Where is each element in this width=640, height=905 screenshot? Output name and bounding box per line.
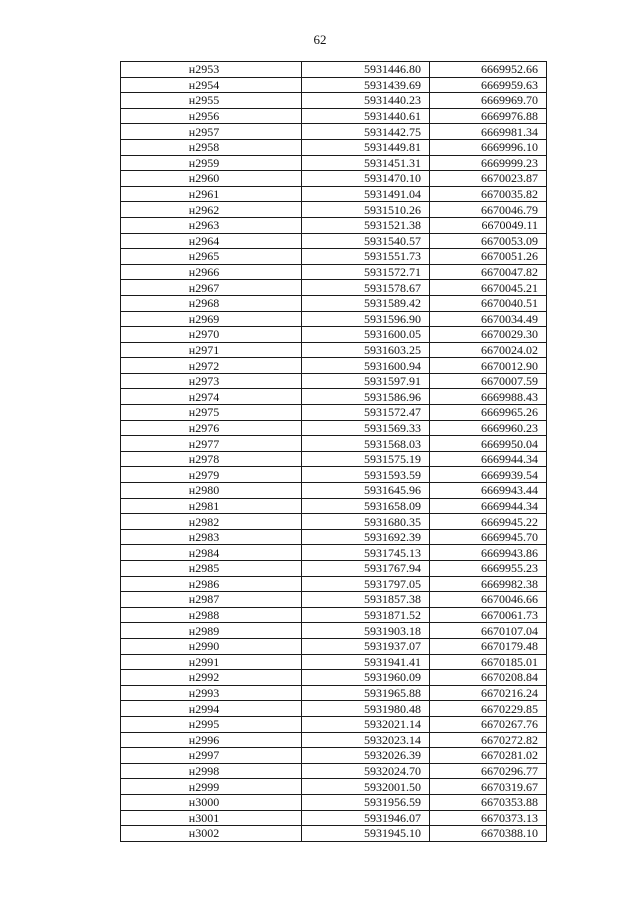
y-coordinate-cell: 6670179.48	[430, 638, 547, 654]
x-coordinate-cell: 5931658.09	[302, 498, 430, 514]
x-coordinate-cell: 5931440.23	[302, 93, 430, 109]
table-row	[121, 93, 547, 109]
point-id-cell: н2988	[121, 607, 302, 623]
y-coordinate-cell: 6669996.10	[430, 139, 547, 155]
y-coordinate-cell: 6670388.10	[430, 826, 547, 842]
point-id-cell: н2957	[121, 124, 302, 140]
table-row	[121, 436, 547, 452]
x-coordinate-cell: 5931551.73	[302, 249, 430, 265]
point-id-cell: н2994	[121, 701, 302, 717]
y-coordinate-cell: 6670046.79	[430, 202, 547, 218]
table-row	[121, 748, 547, 764]
table-row	[121, 779, 547, 795]
x-coordinate-cell: 5931540.57	[302, 233, 430, 249]
table-row	[121, 202, 547, 218]
table-row	[121, 467, 547, 483]
y-coordinate-cell: 6670185.01	[430, 654, 547, 670]
y-coordinate-cell: 6670061.73	[430, 607, 547, 623]
y-coordinate-cell: 6669944.34	[430, 498, 547, 514]
point-id-cell: н2953	[121, 62, 302, 78]
table-row	[121, 139, 547, 155]
y-coordinate-cell: 6670216.24	[430, 685, 547, 701]
x-coordinate-cell: 5931871.52	[302, 607, 430, 623]
point-id-cell: н2970	[121, 327, 302, 343]
x-coordinate-cell: 5931745.13	[302, 545, 430, 561]
point-id-cell: н2956	[121, 108, 302, 124]
coordinates-table	[120, 61, 547, 842]
point-id-cell: н2959	[121, 155, 302, 171]
x-coordinate-cell: 5931596.90	[302, 311, 430, 327]
table-row	[121, 529, 547, 545]
x-coordinate-cell: 5931491.04	[302, 186, 430, 202]
x-coordinate-cell: 5931692.39	[302, 529, 430, 545]
x-coordinate-cell: 5931945.10	[302, 826, 430, 842]
table-row	[121, 685, 547, 701]
table-row	[121, 420, 547, 436]
point-id-cell: н2966	[121, 264, 302, 280]
point-id-cell: н2971	[121, 342, 302, 358]
y-coordinate-cell: 6669988.43	[430, 389, 547, 405]
x-coordinate-cell: 5931572.71	[302, 264, 430, 280]
y-coordinate-cell: 6669944.34	[430, 451, 547, 467]
point-id-cell: н2954	[121, 77, 302, 93]
table-row	[121, 311, 547, 327]
y-coordinate-cell: 6669952.66	[430, 62, 547, 78]
y-coordinate-cell: 6669955.23	[430, 561, 547, 577]
x-coordinate-cell: 5931439.69	[302, 77, 430, 93]
x-coordinate-cell: 5931960.09	[302, 670, 430, 686]
point-id-cell: н2989	[121, 623, 302, 639]
x-coordinate-cell: 5931470.10	[302, 171, 430, 187]
point-id-cell: н2968	[121, 295, 302, 311]
point-id-cell: н2987	[121, 592, 302, 608]
y-coordinate-cell: 6670040.51	[430, 295, 547, 311]
x-coordinate-cell: 5931440.61	[302, 108, 430, 124]
table-row	[121, 810, 547, 826]
x-coordinate-cell: 5931575.19	[302, 451, 430, 467]
x-coordinate-cell: 5931903.18	[302, 623, 430, 639]
y-coordinate-cell: 6670035.82	[430, 186, 547, 202]
table-row	[121, 701, 547, 717]
x-coordinate-cell: 5931442.75	[302, 124, 430, 140]
point-id-cell: н2995	[121, 716, 302, 732]
point-id-cell: н2974	[121, 389, 302, 405]
table-row	[121, 607, 547, 623]
x-coordinate-cell: 5931600.94	[302, 358, 430, 374]
table-row	[121, 249, 547, 265]
y-coordinate-cell: 6670007.59	[430, 373, 547, 389]
table-row	[121, 498, 547, 514]
y-coordinate-cell: 6670373.13	[430, 810, 547, 826]
y-coordinate-cell: 6670208.84	[430, 670, 547, 686]
x-coordinate-cell: 5931645.96	[302, 483, 430, 499]
y-coordinate-cell: 6669943.44	[430, 483, 547, 499]
x-coordinate-cell: 5931857.38	[302, 592, 430, 608]
point-id-cell: н2993	[121, 685, 302, 701]
point-id-cell: н2985	[121, 561, 302, 577]
table-row	[121, 171, 547, 187]
point-id-cell: н2975	[121, 405, 302, 421]
y-coordinate-cell: 6669960.23	[430, 420, 547, 436]
y-coordinate-cell: 6669945.70	[430, 529, 547, 545]
y-coordinate-cell: 6670272.82	[430, 732, 547, 748]
y-coordinate-cell: 6670012.90	[430, 358, 547, 374]
table-row	[121, 716, 547, 732]
table-row	[121, 654, 547, 670]
x-coordinate-cell: 5931797.05	[302, 576, 430, 592]
page-number: 62	[313, 32, 327, 47]
y-coordinate-cell: 6670046.66	[430, 592, 547, 608]
x-coordinate-cell: 5932024.70	[302, 763, 430, 779]
table-row	[121, 62, 547, 78]
point-id-cell: н2999	[121, 779, 302, 795]
coordinates-table-body	[121, 62, 547, 842]
table-row	[121, 405, 547, 421]
table-row	[121, 763, 547, 779]
x-coordinate-cell: 5931578.67	[302, 280, 430, 296]
point-id-cell: н2969	[121, 311, 302, 327]
table-row	[121, 576, 547, 592]
y-coordinate-cell: 6670296.77	[430, 763, 547, 779]
y-coordinate-cell: 6670107.04	[430, 623, 547, 639]
table-row	[121, 451, 547, 467]
point-id-cell: н2960	[121, 171, 302, 187]
x-coordinate-cell: 5931937.07	[302, 638, 430, 654]
x-coordinate-cell: 5932001.50	[302, 779, 430, 795]
y-coordinate-cell: 6670319.67	[430, 779, 547, 795]
point-id-cell: н2991	[121, 654, 302, 670]
y-coordinate-cell: 6670267.76	[430, 716, 547, 732]
x-coordinate-cell: 5931680.35	[302, 514, 430, 530]
y-coordinate-cell: 6669945.22	[430, 514, 547, 530]
table-row	[121, 217, 547, 233]
point-id-cell: н2980	[121, 483, 302, 499]
x-coordinate-cell: 5931451.31	[302, 155, 430, 171]
x-coordinate-cell: 5931510.26	[302, 202, 430, 218]
y-coordinate-cell: 6669981.34	[430, 124, 547, 140]
table-row	[121, 186, 547, 202]
x-coordinate-cell: 5932026.39	[302, 748, 430, 764]
point-id-cell: н3000	[121, 794, 302, 810]
point-id-cell: н2981	[121, 498, 302, 514]
point-id-cell: н2979	[121, 467, 302, 483]
y-coordinate-cell: 6670353.88	[430, 794, 547, 810]
y-coordinate-cell: 6670281.02	[430, 748, 547, 764]
x-coordinate-cell: 5931980.48	[302, 701, 430, 717]
x-coordinate-cell: 5932021.14	[302, 716, 430, 732]
table-row	[121, 592, 547, 608]
table-row	[121, 514, 547, 530]
x-coordinate-cell: 5931586.96	[302, 389, 430, 405]
point-id-cell: н3001	[121, 810, 302, 826]
y-coordinate-cell: 6670029.30	[430, 327, 547, 343]
point-id-cell: н2992	[121, 670, 302, 686]
point-id-cell: н2961	[121, 186, 302, 202]
y-coordinate-cell: 6670034.49	[430, 311, 547, 327]
y-coordinate-cell: 6669969.70	[430, 93, 547, 109]
y-coordinate-cell: 6670229.85	[430, 701, 547, 717]
point-id-cell: н2976	[121, 420, 302, 436]
table-row	[121, 732, 547, 748]
y-coordinate-cell: 6670023.87	[430, 171, 547, 187]
y-coordinate-cell: 6669999.23	[430, 155, 547, 171]
point-id-cell: н2958	[121, 139, 302, 155]
point-id-cell: н2973	[121, 373, 302, 389]
y-coordinate-cell: 6670047.82	[430, 264, 547, 280]
x-coordinate-cell: 5932023.14	[302, 732, 430, 748]
x-coordinate-cell: 5931446.80	[302, 62, 430, 78]
point-id-cell: н2967	[121, 280, 302, 296]
point-id-cell: н2955	[121, 93, 302, 109]
x-coordinate-cell: 5931603.25	[302, 342, 430, 358]
table-row	[121, 826, 547, 842]
x-coordinate-cell: 5931597.91	[302, 373, 430, 389]
y-coordinate-cell: 6670049.11	[430, 217, 547, 233]
table-row	[121, 483, 547, 499]
y-coordinate-cell: 6670024.02	[430, 342, 547, 358]
y-coordinate-cell: 6669939.54	[430, 467, 547, 483]
table-row	[121, 373, 547, 389]
table-row	[121, 327, 547, 343]
point-id-cell: н2962	[121, 202, 302, 218]
point-id-cell: н3002	[121, 826, 302, 842]
point-id-cell: н2964	[121, 233, 302, 249]
point-id-cell: н2984	[121, 545, 302, 561]
point-id-cell: н2978	[121, 451, 302, 467]
y-coordinate-cell: 6669943.86	[430, 545, 547, 561]
y-coordinate-cell: 6669982.38	[430, 576, 547, 592]
point-id-cell: н2998	[121, 763, 302, 779]
table-row	[121, 358, 547, 374]
x-coordinate-cell: 5931946.07	[302, 810, 430, 826]
y-coordinate-cell: 6669950.04	[430, 436, 547, 452]
point-id-cell: н2982	[121, 514, 302, 530]
x-coordinate-cell: 5931589.42	[302, 295, 430, 311]
table-row	[121, 342, 547, 358]
point-id-cell: н2990	[121, 638, 302, 654]
y-coordinate-cell: 6670045.21	[430, 280, 547, 296]
x-coordinate-cell: 5931600.05	[302, 327, 430, 343]
table-row	[121, 545, 547, 561]
point-id-cell: н2983	[121, 529, 302, 545]
table-row	[121, 155, 547, 171]
y-coordinate-cell: 6670053.09	[430, 233, 547, 249]
point-id-cell: н2965	[121, 249, 302, 265]
table-row	[121, 264, 547, 280]
point-id-cell: н2977	[121, 436, 302, 452]
table-row	[121, 280, 547, 296]
x-coordinate-cell: 5931956.59	[302, 794, 430, 810]
y-coordinate-cell: 6669959.63	[430, 77, 547, 93]
x-coordinate-cell: 5931767.94	[302, 561, 430, 577]
table-row	[121, 794, 547, 810]
x-coordinate-cell: 5931521.38	[302, 217, 430, 233]
point-id-cell: н2986	[121, 576, 302, 592]
table-row	[121, 670, 547, 686]
y-coordinate-cell: 6669976.88	[430, 108, 547, 124]
x-coordinate-cell: 5931593.59	[302, 467, 430, 483]
x-coordinate-cell: 5931941.41	[302, 654, 430, 670]
x-coordinate-cell: 5931572.47	[302, 405, 430, 421]
table-row	[121, 389, 547, 405]
table-row	[121, 561, 547, 577]
x-coordinate-cell: 5931449.81	[302, 139, 430, 155]
table-row	[121, 108, 547, 124]
table-row	[121, 124, 547, 140]
point-id-cell: н2972	[121, 358, 302, 374]
point-id-cell: н2963	[121, 217, 302, 233]
point-id-cell: н2996	[121, 732, 302, 748]
table-row	[121, 295, 547, 311]
table-row	[121, 233, 547, 249]
y-coordinate-cell: 6670051.26	[430, 249, 547, 265]
x-coordinate-cell: 5931965.88	[302, 685, 430, 701]
table-row	[121, 638, 547, 654]
x-coordinate-cell: 5931568.03	[302, 436, 430, 452]
point-id-cell: н2997	[121, 748, 302, 764]
table-row	[121, 77, 547, 93]
table-row	[121, 623, 547, 639]
x-coordinate-cell: 5931569.33	[302, 420, 430, 436]
y-coordinate-cell: 6669965.26	[430, 405, 547, 421]
